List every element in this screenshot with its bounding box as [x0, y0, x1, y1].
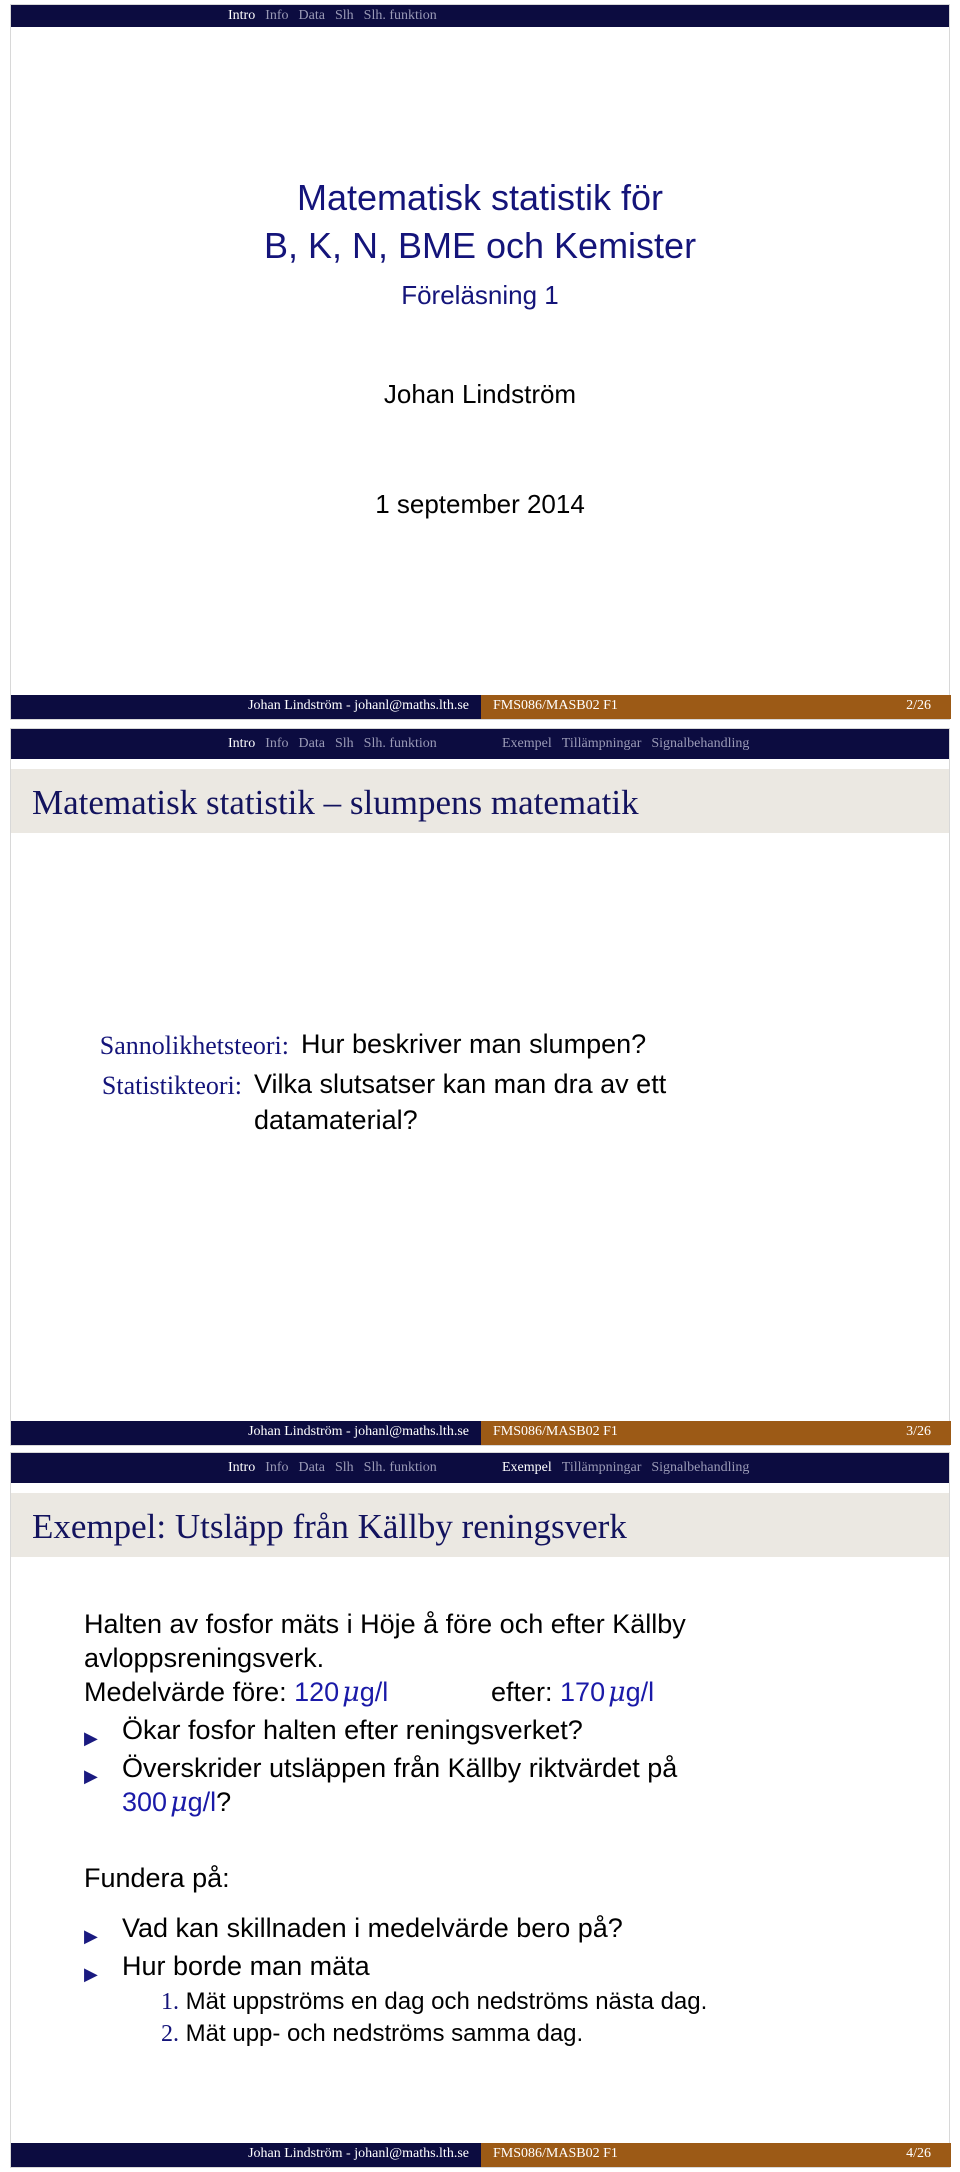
nav-data[interactable]: Data	[298, 736, 325, 751]
nav-signalbehandling[interactable]: Signalbehandling	[651, 1460, 750, 1475]
question-mark: ?	[216, 1787, 232, 1817]
term-sannolikhetsteori: Sannolikhetsteori:	[99, 1031, 289, 1060]
slide-kallby-exempel	[10, 1452, 950, 2168]
author-name: Johan Lindström	[383, 379, 577, 409]
unit-rest: g/l	[625, 1677, 655, 1707]
enum-text: Mät uppströms en dag och nedströms nästa dag.	[185, 1988, 708, 2015]
limit-value: 300	[122, 1787, 168, 1817]
title-line-1: Matematisk statistik för	[296, 177, 664, 218]
footer-bar	[11, 695, 949, 719]
nav-slh-funktion[interactable]: Slh. funktion	[363, 8, 437, 23]
mean-after	[491, 1675, 654, 1710]
nav-intro[interactable]: Intro	[228, 8, 256, 23]
frame-title: Matematisk statistik – slumpens matematik	[32, 783, 639, 822]
nav-signalbehandling[interactable]: Signalbehandling	[651, 736, 750, 751]
unit-rest: g/l	[359, 1677, 389, 1707]
definition-statistikteori-line-2: datamaterial?	[254, 1105, 418, 1135]
nav-info[interactable]: Info	[265, 1460, 289, 1475]
fundera-heading: Fundera på:	[84, 1863, 230, 1893]
footer-page: 4/26	[906, 2146, 931, 2161]
nav-data[interactable]: Data	[298, 1460, 325, 1475]
frame-title-bar	[11, 1493, 949, 1557]
bullet-text: Överskrider utsläppen från Källby riktvärdet på	[122, 1753, 678, 1783]
mean-after-value: 170	[560, 1677, 606, 1707]
nav-info[interactable]: Info	[265, 8, 289, 23]
unit-mu: μ	[608, 1677, 626, 1708]
nav-tillampningar[interactable]: Tillämpningar	[561, 736, 642, 751]
footer-course: FMS086/MASB02 F1	[493, 698, 618, 713]
slide-slumpens-matematik	[10, 728, 950, 1446]
footer-bar	[11, 2143, 949, 2167]
footer-course: FMS086/MASB02 F1	[493, 1424, 618, 1439]
triangle-bullet-icon: ▶	[84, 1964, 98, 1984]
bullet-text: Ökar fosfor halten efter reningsverket?	[122, 1715, 583, 1745]
nav-exempel[interactable]: Exempel	[502, 736, 552, 751]
enum-item	[161, 2017, 583, 2051]
triangle-bullet-icon: ▶	[84, 1766, 98, 1786]
bullet-text: Hur borde man mäta	[122, 1951, 370, 1981]
footer-course: FMS086/MASB02 F1	[493, 2146, 618, 2161]
bullet-item	[84, 1751, 677, 1785]
triangle-bullet-icon: ▶	[84, 1728, 98, 1748]
mean-before-label: Medelvärde före:	[84, 1677, 295, 1707]
triangle-bullet-icon: ▶	[84, 1926, 98, 1946]
enum-number: 1.	[161, 1989, 179, 2015]
frame-title-bar	[11, 769, 949, 833]
nav-intro[interactable]: Intro	[228, 736, 256, 751]
nav-slh-funktion[interactable]: Slh. funktion	[363, 1460, 437, 1475]
frame-title: Exempel: Utsläpp från Källby reningsverk	[32, 1507, 627, 1546]
mean-after-label: efter:	[491, 1677, 561, 1707]
bullet-text: Vad kan skillnaden i medelvärde bero på?	[122, 1913, 623, 1943]
nav-data[interactable]: Data	[298, 8, 325, 23]
nav-slh-funktion[interactable]: Slh. funktion	[363, 736, 437, 751]
footer-author: Johan Lindström - johanl@maths.lth.se	[248, 1424, 469, 1439]
nav-slh[interactable]: Slh	[334, 8, 354, 23]
nav-bar	[11, 1453, 949, 1483]
bullet-item	[84, 1713, 583, 1747]
definition-sannolikhetsteori: Hur beskriver man slumpen?	[301, 1029, 647, 1059]
subtitle: Föreläsning 1	[401, 280, 559, 310]
nav-exempel[interactable]: Exempel	[502, 1460, 552, 1475]
footer-bar	[11, 1421, 949, 1445]
title-line-2: B, K, N, BME och Kemister	[263, 225, 697, 266]
bullet-continuation	[122, 1785, 231, 1820]
slide-title	[10, 4, 950, 720]
unit-rest: g/l	[187, 1787, 217, 1817]
footer-author: Johan Lindström - johanl@maths.lth.se	[248, 2146, 469, 2161]
nav-slh[interactable]: Slh	[334, 1460, 354, 1475]
enum-item	[161, 1985, 707, 2019]
nav-bar	[11, 729, 949, 759]
intro-line-2: avloppsreningsverk.	[84, 1643, 325, 1673]
footer-page: 2/26	[906, 698, 931, 713]
unit-mu: μ	[342, 1677, 360, 1708]
nav-info[interactable]: Info	[265, 736, 289, 751]
definition-statistikteori-line-1: Vilka slutsatser kan man dra av ett	[254, 1069, 667, 1099]
enum-number: 2.	[161, 2021, 179, 2047]
bullet-item	[84, 1911, 623, 1945]
footer-page: 3/26	[906, 1424, 931, 1439]
nav-intro[interactable]: Intro	[228, 1460, 256, 1475]
intro-line-1: Halten av fosfor mäts i Höje å före och efter Källby	[84, 1609, 686, 1639]
mean-before-value: 120	[294, 1677, 340, 1707]
term-statistikteori: Statistikteori:	[101, 1071, 242, 1100]
nav-tillampningar[interactable]: Tillämpningar	[561, 1460, 642, 1475]
footer-author: Johan Lindström - johanl@maths.lth.se	[248, 698, 469, 713]
date: 1 september 2014	[375, 489, 585, 519]
unit-mu: μ	[170, 1787, 188, 1818]
nav-slh[interactable]: Slh	[334, 736, 354, 751]
enum-text: Mät upp- och nedströms samma dag.	[185, 2020, 584, 2047]
mean-before	[84, 1675, 388, 1710]
nav-bar	[11, 5, 949, 27]
bullet-item	[84, 1949, 370, 1983]
